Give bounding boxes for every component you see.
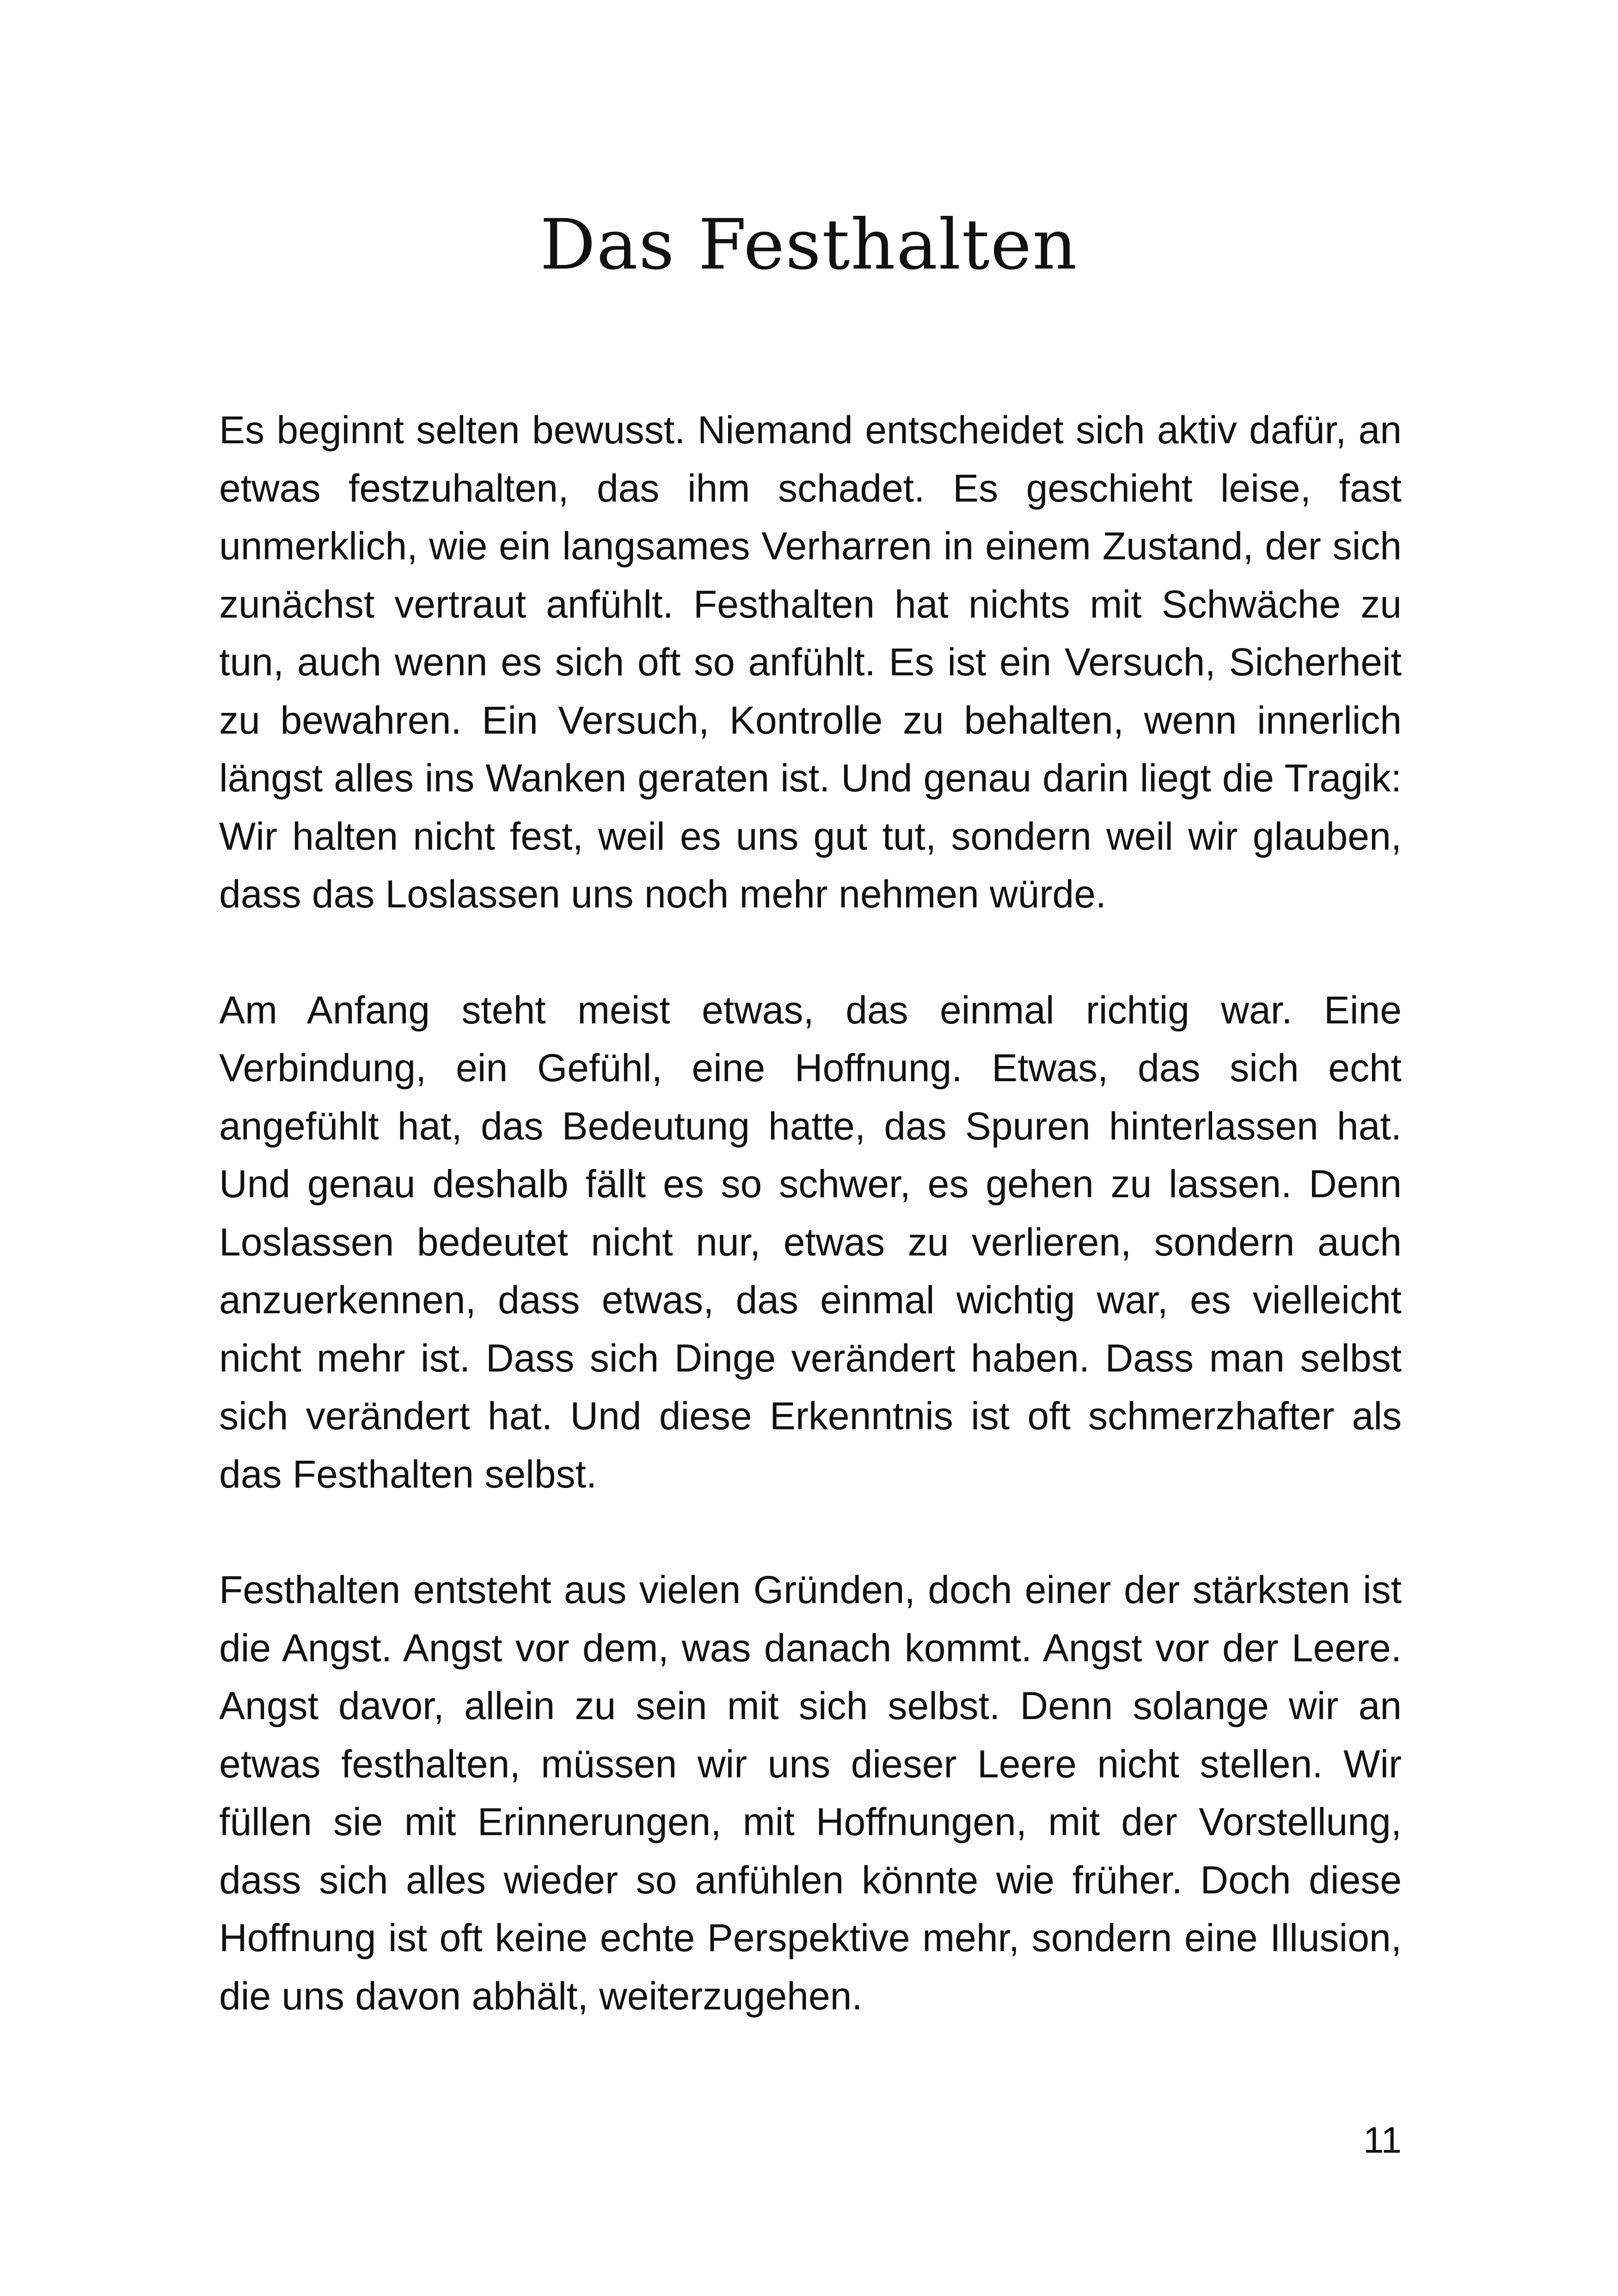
paragraph-1: Es beginnt selten bewusst. Niemand entscheidet sich aktiv dafür, an etwas festzuhalten, das ihm schadet. Es geschieht leise, fast unmerklich, wie ein langsames Verharren in einem Zustand, der sich zunächst vertraut anfühlt. Festhalten hat nichts mit Schwäche zu tun, auch wenn es sich oft so anfühlt. Es ist ein Versuch, Sicherheit zu bewahren. Ein Versuch, Kontrolle zu behalten, wenn innerlich längst alles ins Wanken geraten ist. Und genau darin liegt die Tragik: Wir halten nicht fest, weil es uns gut tut, sondern weil wir glauben, dass das Loslassen uns noch mehr nehmen würde. — [219, 408, 1402, 916]
paragraph-2: Am Anfang steht meist etwas, das einmal richtig war. Eine Verbindung, ein Gefühl, eine Hoffnung. Etwas, das sich echt angefühlt hat, das Bedeutung hatte, das Spuren hinterlassen hat. Und genau deshalb fällt es so schwer, es gehen zu lassen. Denn Loslassen bedeutet nicht nur, etwas zu verlieren, sondern auch anzuerkennen, dass etwas, das einmal wichtig war, es vielleicht nicht mehr ist. Dass sich Dinge verändert haben. Dass man selbst sich verändert hat. Und diese Erkenntnis ist oft schmerzhafter als das Festhalten selbst. — [219, 988, 1402, 1496]
body-text — [219, 401, 1402, 2083]
page-number: 11 — [1363, 2119, 1402, 2161]
paragraph-3: Festhalten entsteht aus vielen Gründen, doch einer der stärksten ist die Angst. Angst vor dem, was danach kommt. Angst vor der Leere. Angst davor, allein zu sein mit sich selbst. Denn solange wir an etwas festhalten, müssen wir uns dieser Leere nicht stellen. Wir füllen sie mit Erinnerungen, mit Hoffnungen, mit der Vorstellung, dass sich alles wieder so anfühlen könnte wie früher. Doch diese Hoffnung ist oft keine echte Perspektive mehr, sondern eine Illusion, die uns davon abhält, weiterzugehen. — [219, 1568, 1402, 2018]
chapter-title: Das Festhalten — [540, 205, 1078, 285]
